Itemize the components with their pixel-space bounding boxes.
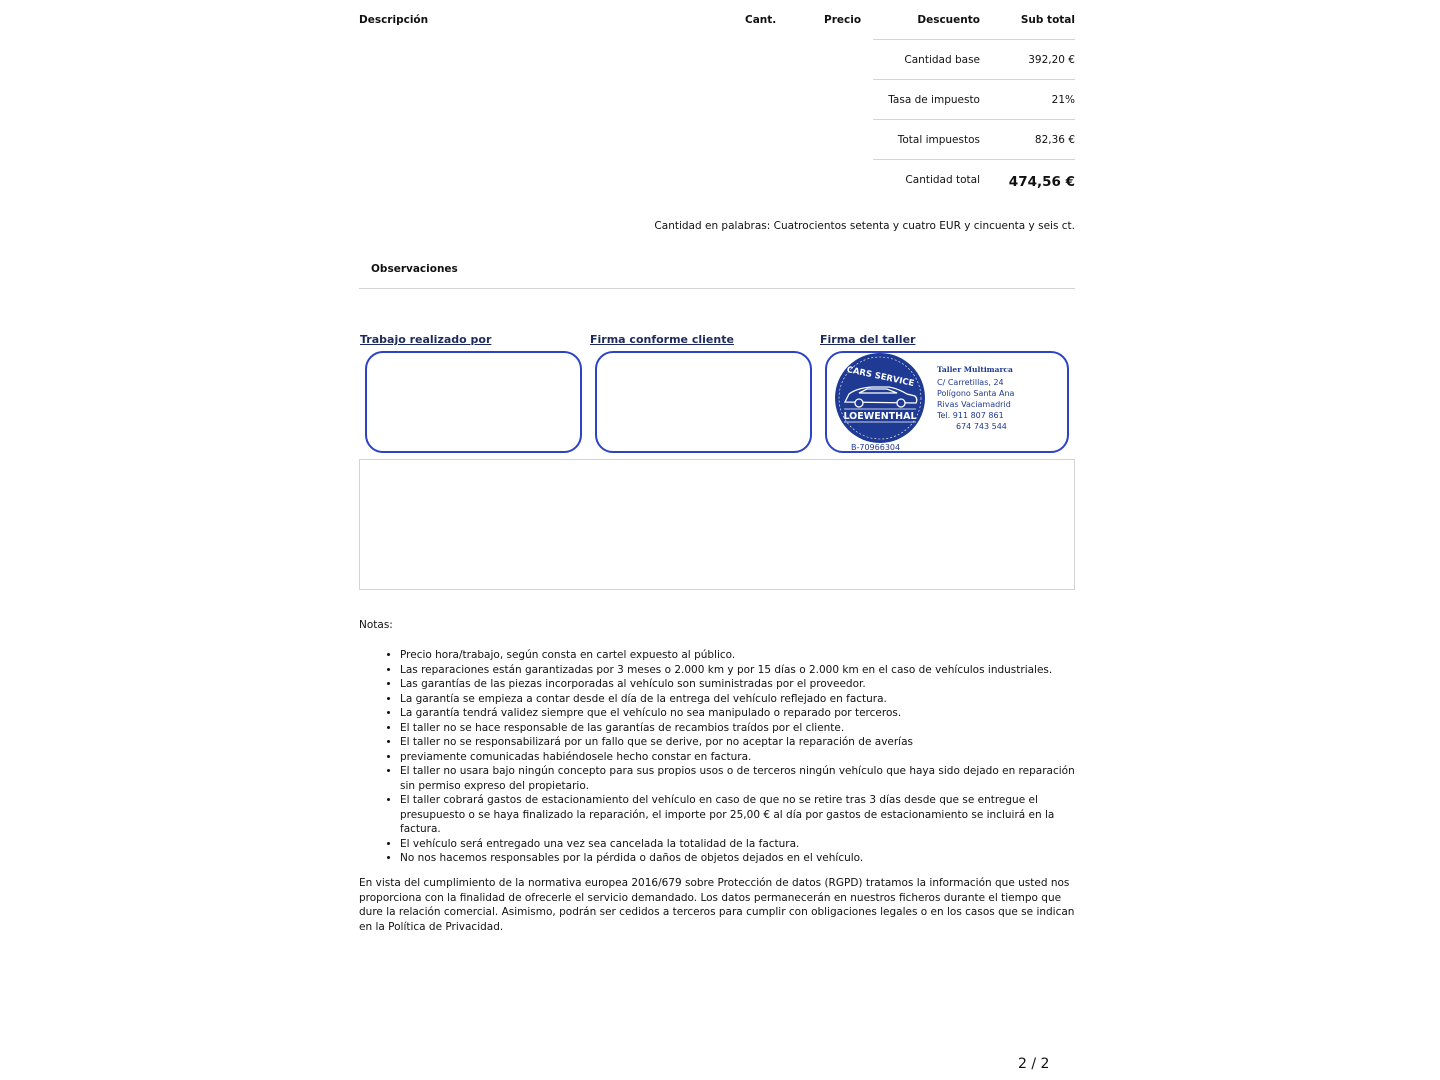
signature-taller-title: Firma del taller bbox=[820, 333, 916, 346]
header-precio: Precio bbox=[824, 14, 862, 26]
list-item: • previamente comunicadas habiéndosele hecho constar en factura. bbox=[400, 750, 1090, 765]
stamp-phone-2: 674 743 544 bbox=[956, 422, 1007, 431]
header-cant: Cant. bbox=[745, 14, 777, 26]
observaciones-divider bbox=[359, 288, 1075, 289]
signature-taller-box[interactable] bbox=[825, 351, 1069, 453]
amount-in-words: Cantidad en palabras: Cuatrocientos setenta y cuatro EUR y cincuenta y seis ct. bbox=[654, 220, 1075, 232]
list-item: • La garantía se empieza a contar desde el día de la entrega del vehículo reflejado en factura. bbox=[400, 692, 1090, 707]
stamp-address-2: Polígono Santa Ana bbox=[937, 389, 1015, 398]
stamp-title: Taller Multimarca bbox=[937, 365, 1013, 374]
header-descuento: Descuento bbox=[917, 14, 980, 26]
list-item: • El vehículo será entregado una vez sea cancelada la totalidad de la factura. bbox=[400, 837, 1090, 852]
signature-trabajo-title: Trabajo realizado por bbox=[360, 333, 492, 346]
summary-tax-total-row bbox=[873, 119, 1075, 160]
summary-base-row bbox=[873, 39, 1075, 80]
tax-total-label: Total impuestos bbox=[897, 134, 980, 146]
base-value: 392,20 € bbox=[1028, 54, 1075, 66]
tax-rate-label: Tasa de impuesto bbox=[888, 94, 980, 106]
header-descripcion: Descripción bbox=[359, 14, 429, 26]
tax-rate-value: 21% bbox=[1051, 94, 1075, 106]
stamp-phone-1: Tel. 911 807 861 bbox=[937, 411, 1004, 420]
list-item: • El taller no se responsabilizará por un fallo que se derive, por no aceptar la reparación de averías bbox=[400, 735, 1090, 750]
stamp-address-1: C/ Carretillas, 24 bbox=[937, 378, 1004, 387]
stamp-address-3: Rivas Vaciamadrid bbox=[937, 400, 1011, 409]
list-item: • No nos hacemos responsables por la pérdida o daños de objetos dejados en el vehículo. bbox=[400, 851, 1090, 866]
signature-cliente-title: Firma conforme cliente bbox=[590, 333, 734, 346]
list-item: • El taller no se hace responsable de las garantías de recambios traídos por el cliente. bbox=[400, 721, 1090, 736]
privacy-notice: En vista del cumplimiento de la normativa europea 2016/679 sobre Protección de datos (RGPD) tratamos la información que usted nos proporciona con la finalidad de ofrecerle el servicio demandado. Los datos permanecerán en nuestros ficheros durante el tiempo que dure la relación comercial. Asimismo, podrán ser cedidos a terceros para cumplir con obligaciones legales o en los casos que se indican en la Política de Privacidad. bbox=[359, 877, 1075, 933]
header-sub-total: Sub total bbox=[1020, 14, 1075, 26]
total-value: 474,56 € bbox=[1008, 174, 1075, 190]
list-item: • El taller no usara bajo ningún concepto para sus propios usos o de terceros ningún vehículo que haya sido dejado en reparación sin permiso expreso del propietario. bbox=[400, 764, 1090, 793]
invoice-page bbox=[359, 0, 1075, 1080]
list-item: • El taller cobrará gastos de estacionamiento del vehículo en caso de que no se retire tras 3 días desde que se entregue el presupuesto o se haya finalizado la reparación, el importe por 25,00 € al día por gastos de estacionamiento se incluirá en la factura. bbox=[400, 793, 1090, 837]
stamp-cif: B-70966304 bbox=[851, 443, 901, 451]
tax-total-value: 82,36 € bbox=[1034, 134, 1075, 146]
notes-heading: Notas: bbox=[359, 619, 393, 631]
list-item: • Las garantías de las piezas incorporadas al vehículo son suministradas por el proveedor. bbox=[400, 677, 1090, 692]
list-item: • La garantía tendrá validez siempre que el vehículo no sea manipulado o reparado por terceros. bbox=[400, 706, 1090, 721]
page-number: 2 / 2 bbox=[1018, 1056, 1050, 1072]
observaciones-heading: Observaciones bbox=[371, 263, 458, 275]
stamp-bottom-text: LOEWENTHAL bbox=[843, 411, 917, 422]
list-item: • Las reparaciones están garantizadas por 3 meses o 2.000 km y por 15 días o 2.000 km en el caso de vehículos industriales. bbox=[400, 663, 1090, 678]
stamp-top-text: CARS SERVICE bbox=[845, 365, 916, 390]
base-label: Cantidad base bbox=[904, 54, 980, 66]
notes-list bbox=[383, 648, 1090, 866]
workshop-stamp bbox=[827, 353, 1067, 451]
empty-frame bbox=[359, 459, 1075, 590]
signature-trabajo-box[interactable] bbox=[365, 351, 582, 453]
signature-cliente-box[interactable] bbox=[595, 351, 812, 453]
list-item: • Precio hora/trabajo, según consta en cartel expuesto al público. bbox=[400, 648, 1090, 663]
summary-total-row bbox=[873, 159, 1075, 200]
total-label: Cantidad total bbox=[905, 174, 980, 186]
summary-tax-rate-row bbox=[873, 79, 1075, 120]
